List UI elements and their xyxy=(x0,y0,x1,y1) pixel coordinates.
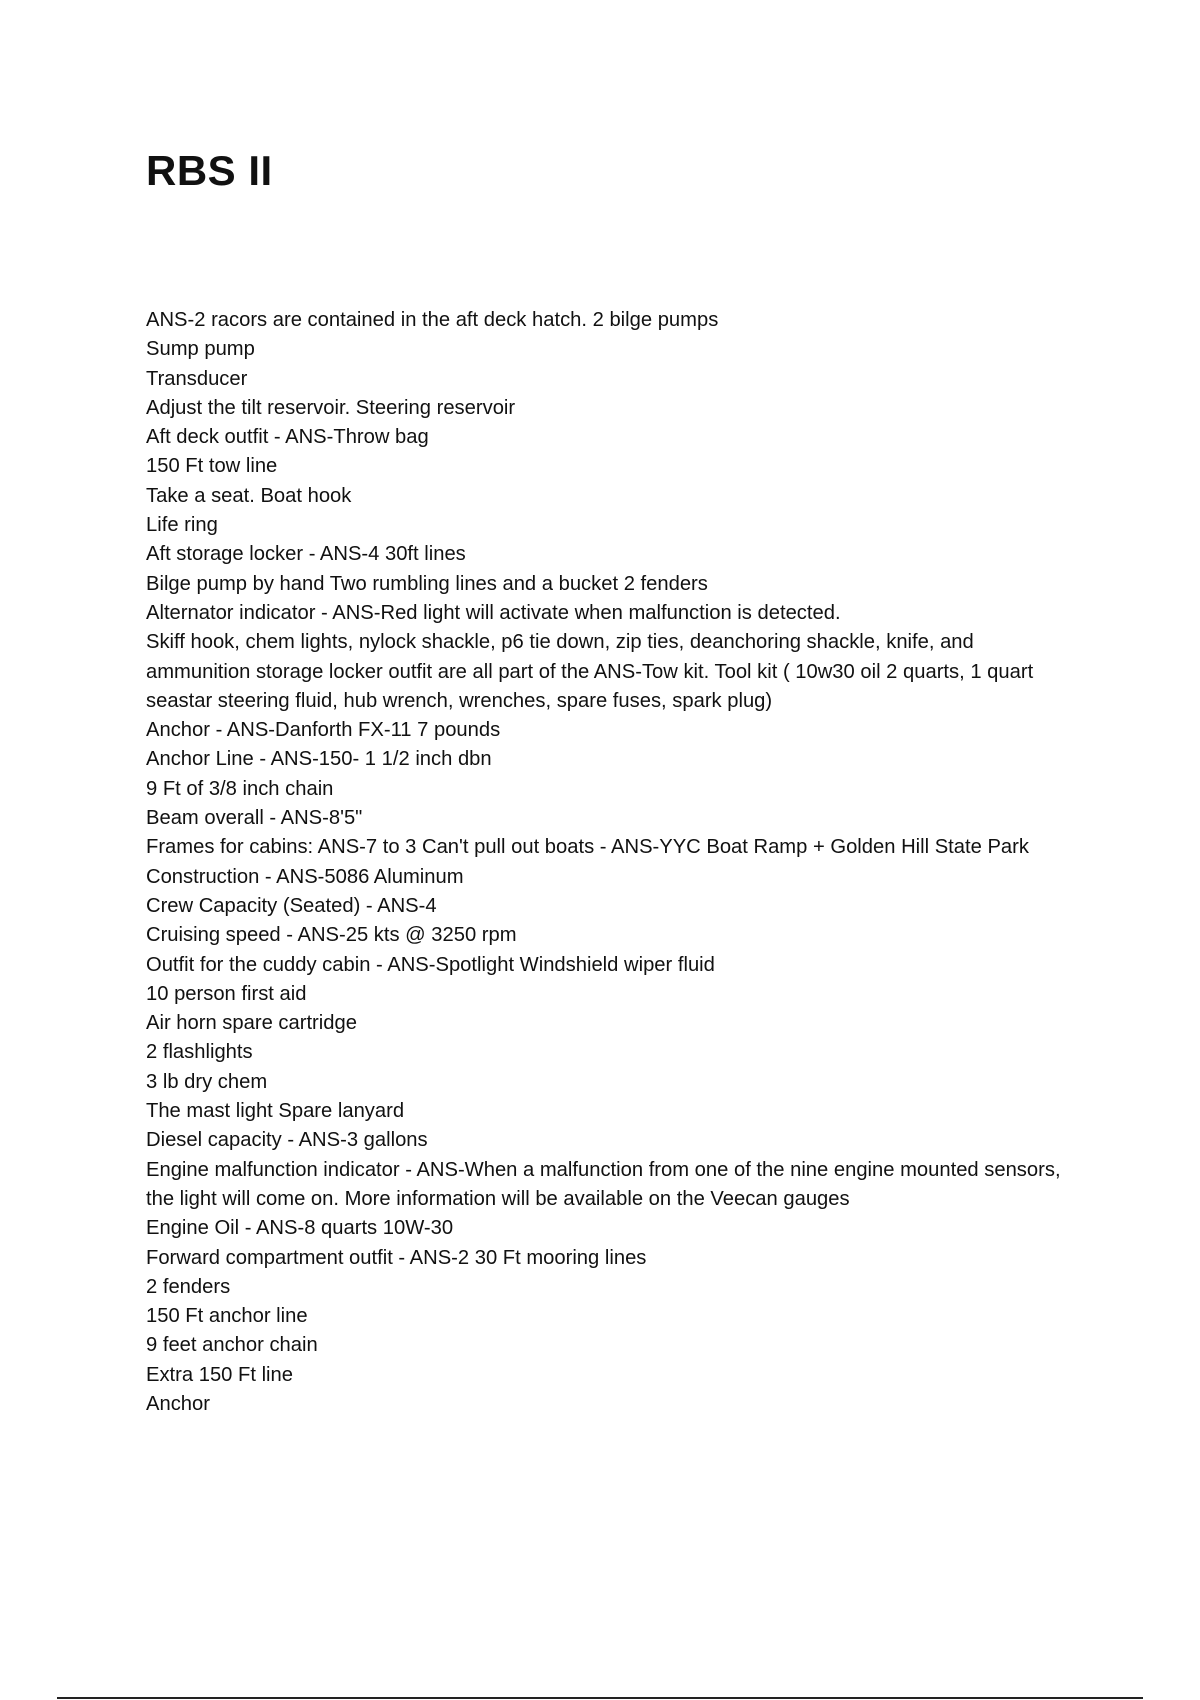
body-line: Take a seat. Boat hook xyxy=(146,484,352,507)
body-line: Adjust the tilt reservoir. Steering reservoir xyxy=(146,396,516,419)
body-line: Air horn spare cartridge xyxy=(146,1012,357,1035)
body-line: Outfit for the cuddy cabin - ANS-Spotlight Windshield wiper fluid xyxy=(146,953,715,976)
body-line: Sump pump xyxy=(146,338,255,361)
body-line: Engine malfunction indicator - ANS-When a malfunction from one of the nine engine mounted sensors, the light will come on. More information will be available on the Veecan gauges xyxy=(146,1158,1061,1210)
document-body xyxy=(146,306,1076,1419)
body-line: Forward compartment outfit - ANS-2 30 Ft mooring lines xyxy=(146,1246,647,1269)
body-line: Life ring xyxy=(146,514,218,537)
body-line: Cruising speed - ANS-25 kts @ 3250 rpm xyxy=(146,924,517,947)
body-line: 9 feet anchor chain xyxy=(146,1334,318,1357)
body-line: Extra 150 Ft line xyxy=(146,1363,293,1386)
page-title: RBS II xyxy=(146,147,273,194)
body-line: Aft deck outfit - ANS-Throw bag xyxy=(146,426,429,449)
body-line: 150 Ft tow line xyxy=(146,455,278,478)
body-line: Aft storage locker - ANS-4 30ft lines xyxy=(146,543,466,566)
body-line: 9 Ft of 3/8 inch chain xyxy=(146,777,334,800)
body-line: Anchor - ANS-Danforth FX-11 7 pounds xyxy=(146,719,501,742)
body-line: Beam overall - ANS-8'5" xyxy=(146,807,363,830)
body-line: Bilge pump by hand Two rumbling lines and a bucket 2 fenders xyxy=(146,572,708,595)
body-line: 150 Ft anchor line xyxy=(146,1305,308,1328)
body-line: ANS-2 racors are contained in the aft deck hatch. 2 bilge pumps xyxy=(146,309,719,331)
body-line: Crew Capacity (Seated) - ANS-4 xyxy=(146,894,437,917)
body-line: Anchor Line - ANS-150- 1 1/2 inch dbn xyxy=(146,748,492,771)
body-line: Alternator indicator - ANS-Red light will activate when malfunction is detected. xyxy=(146,601,841,624)
body-line: 3 lb dry chem xyxy=(146,1070,268,1093)
body-line: 10 person first aid xyxy=(146,982,307,1005)
body-line: Frames for cabins: ANS-7 to 3 Can't pull out boats - ANS-YYC Boat Ramp + Golden Hill State Park xyxy=(146,836,1029,859)
body-line: Construction - ANS-5086 Aluminum xyxy=(146,865,464,888)
body-line: 2 fenders xyxy=(146,1275,231,1298)
body-line: 2 flashlights xyxy=(146,1041,253,1064)
body-line: Skiff hook, chem lights, nylock shackle, p6 tie down, zip ties, deanchoring shackle, knife, and ammunition storage locker outfit are all part of the ANS-Tow kit. Tool kit ( 10w30 oil 2 quarts, 1 quart seastar steering fluid, hub wrench, wrenches, spare fuses, spark plug) xyxy=(146,631,1034,712)
body-line: Engine Oil - ANS-8 quarts 10W-30 xyxy=(146,1217,454,1240)
body-line: The mast light Spare lanyard xyxy=(146,1100,405,1123)
footer-divider xyxy=(57,1697,1143,1699)
body-line: Diesel capacity - ANS-3 gallons xyxy=(146,1129,428,1152)
body-line: Transducer xyxy=(146,367,248,390)
body-line: Anchor xyxy=(146,1392,210,1415)
